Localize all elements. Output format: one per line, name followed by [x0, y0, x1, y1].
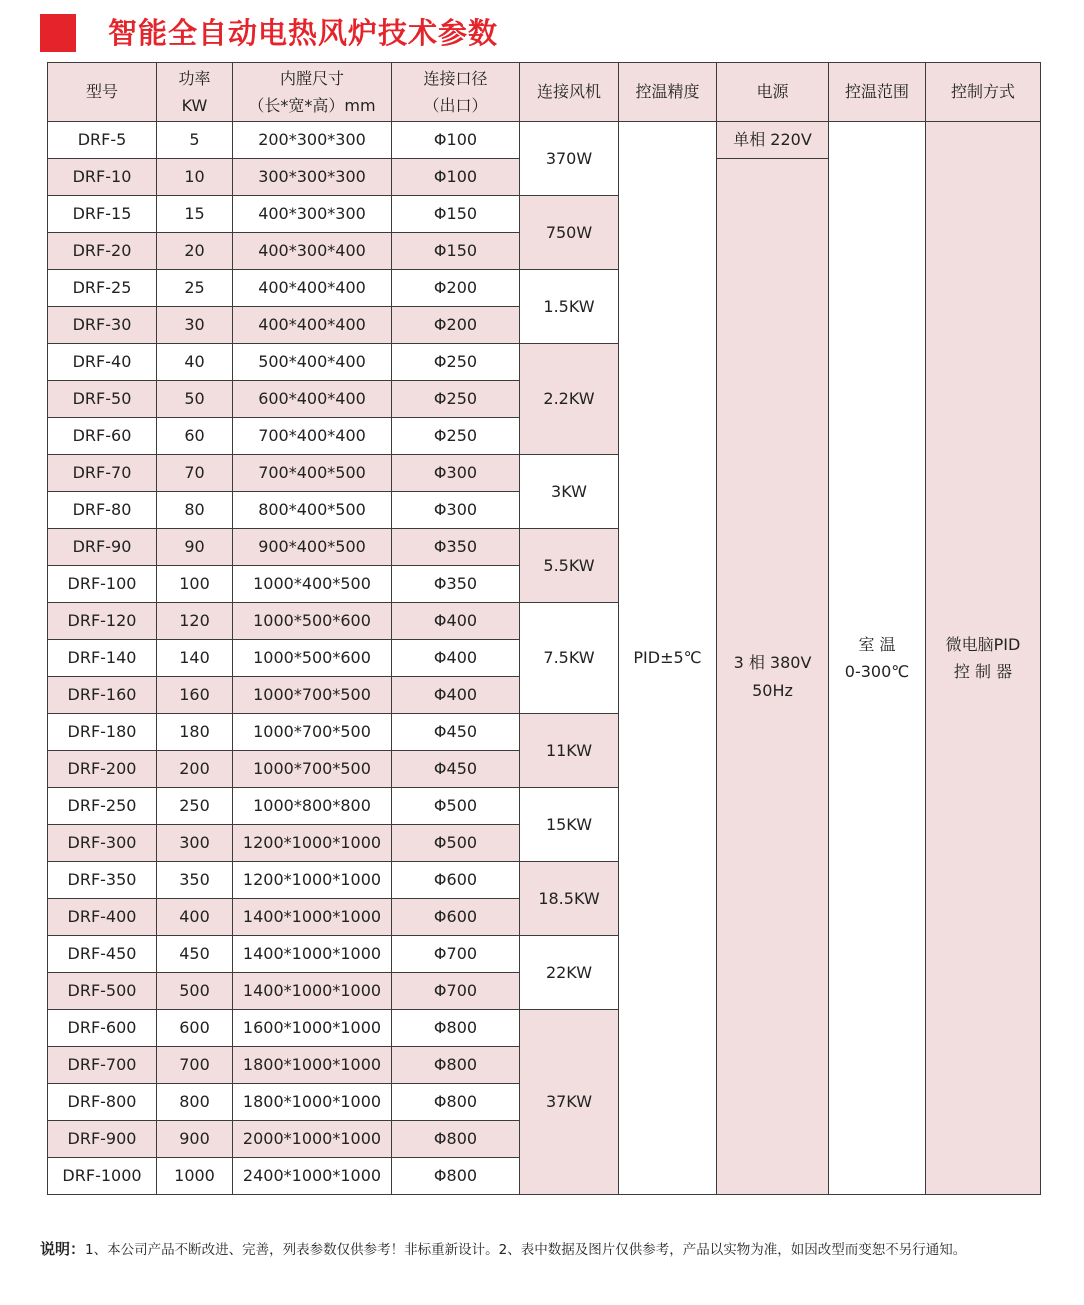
- port-diameter-cell: Φ700: [392, 936, 520, 973]
- chamber-size-cell: 1600*1000*1000: [233, 1010, 392, 1047]
- port-diameter-cell: Φ800: [392, 1084, 520, 1121]
- model-cell: DRF-350: [48, 862, 157, 899]
- port-diameter-cell: Φ800: [392, 1121, 520, 1158]
- chamber-size-cell: 400*400*400: [233, 307, 392, 344]
- power-cell: 700: [157, 1047, 233, 1084]
- port-diameter-cell: Φ250: [392, 381, 520, 418]
- chamber-size-cell: 1000*700*500: [233, 751, 392, 788]
- model-cell: DRF-10: [48, 159, 157, 196]
- power-cell: 140: [157, 640, 233, 677]
- footnote: [40, 1234, 1050, 1265]
- fan-group-cell: 370W: [520, 122, 619, 196]
- power-cell: 450: [157, 936, 233, 973]
- chamber-size-cell: 900*400*500: [233, 529, 392, 566]
- fan-group-cell: 15KW: [520, 788, 619, 862]
- chamber-size-cell: 400*400*400: [233, 270, 392, 307]
- chamber-size-cell: 200*300*300: [233, 122, 392, 159]
- fan-group-cell: 37KW: [520, 1010, 619, 1195]
- port-diameter-cell: Φ350: [392, 529, 520, 566]
- model-cell: DRF-40: [48, 344, 157, 381]
- port-diameter-cell: Φ800: [392, 1010, 520, 1047]
- port-diameter-cell: Φ250: [392, 344, 520, 381]
- power-cell: 350: [157, 862, 233, 899]
- port-diameter-cell: Φ600: [392, 899, 520, 936]
- power-cell: 300: [157, 825, 233, 862]
- port-diameter-cell: Φ400: [392, 603, 520, 640]
- model-cell: DRF-450: [48, 936, 157, 973]
- power-cell: 160: [157, 677, 233, 714]
- model-cell: DRF-600: [48, 1010, 157, 1047]
- header-range: 控温范围: [829, 63, 926, 122]
- chamber-size-cell: 800*400*500: [233, 492, 392, 529]
- chamber-size-cell: 2000*1000*1000: [233, 1121, 392, 1158]
- port-diameter-cell: Φ400: [392, 677, 520, 714]
- model-cell: DRF-80: [48, 492, 157, 529]
- model-cell: DRF-140: [48, 640, 157, 677]
- chamber-size-cell: 1800*1000*1000: [233, 1047, 392, 1084]
- header-size: 内膛尺寸 （长*宽*高）mm: [233, 63, 392, 122]
- port-diameter-cell: Φ800: [392, 1047, 520, 1084]
- port-diameter-cell: Φ350: [392, 566, 520, 603]
- chamber-size-cell: 400*300*400: [233, 233, 392, 270]
- model-cell: DRF-25: [48, 270, 157, 307]
- chamber-size-cell: 1400*1000*1000: [233, 973, 392, 1010]
- chamber-size-cell: 1200*1000*1000: [233, 825, 392, 862]
- temperature-range-cell: 室 温 0-300℃: [829, 122, 926, 1195]
- header-power: 功率 KW: [157, 63, 233, 122]
- port-diameter-cell: Φ250: [392, 418, 520, 455]
- model-cell: DRF-50: [48, 381, 157, 418]
- chamber-size-cell: 400*300*300: [233, 196, 392, 233]
- port-diameter-cell: Φ600: [392, 862, 520, 899]
- header-precision: 控温精度: [619, 63, 717, 122]
- power-cell: 25: [157, 270, 233, 307]
- model-cell: DRF-700: [48, 1047, 157, 1084]
- port-diameter-cell: Φ500: [392, 825, 520, 862]
- chamber-size-cell: 700*400*500: [233, 455, 392, 492]
- power-cell: 80: [157, 492, 233, 529]
- header-fan: 连接风机: [520, 63, 619, 122]
- port-diameter-cell: Φ150: [392, 196, 520, 233]
- power-cell: 500: [157, 973, 233, 1010]
- power-cell: 180: [157, 714, 233, 751]
- chamber-size-cell: 1000*700*500: [233, 677, 392, 714]
- power-cell: 400: [157, 899, 233, 936]
- model-cell: DRF-30: [48, 307, 157, 344]
- model-cell: DRF-500: [48, 973, 157, 1010]
- chamber-size-cell: 1800*1000*1000: [233, 1084, 392, 1121]
- port-diameter-cell: Φ300: [392, 455, 520, 492]
- power-cell: 5: [157, 122, 233, 159]
- page-title: 智能全自动电热风炉技术参数: [108, 16, 499, 50]
- power-cell: 40: [157, 344, 233, 381]
- power-cell: 10: [157, 159, 233, 196]
- chamber-size-cell: 1000*500*600: [233, 640, 392, 677]
- chamber-size-cell: 700*400*400: [233, 418, 392, 455]
- chamber-size-cell: 1000*800*800: [233, 788, 392, 825]
- table-row: [48, 122, 1041, 159]
- footnote-label: 说明：: [40, 1240, 86, 1258]
- port-diameter-cell: Φ500: [392, 788, 520, 825]
- port-diameter-cell: Φ100: [392, 122, 520, 159]
- fan-group-cell: 750W: [520, 196, 619, 270]
- model-cell: DRF-1000: [48, 1158, 157, 1195]
- power-cell: 60: [157, 418, 233, 455]
- port-diameter-cell: Φ200: [392, 270, 520, 307]
- model-cell: DRF-200: [48, 751, 157, 788]
- power-cell: 600: [157, 1010, 233, 1047]
- chamber-size-cell: 2400*1000*1000: [233, 1158, 392, 1195]
- header-row: [48, 63, 1041, 122]
- power-cell: 1000: [157, 1158, 233, 1195]
- header-port: 连接口径 （出口）: [392, 63, 520, 122]
- port-diameter-cell: Φ450: [392, 751, 520, 788]
- power-cell: 50: [157, 381, 233, 418]
- port-diameter-cell: Φ800: [392, 1158, 520, 1195]
- port-diameter-cell: Φ150: [392, 233, 520, 270]
- chamber-size-cell: 1400*1000*1000: [233, 899, 392, 936]
- power-cell: 90: [157, 529, 233, 566]
- port-diameter-cell: Φ300: [392, 492, 520, 529]
- model-cell: DRF-20: [48, 233, 157, 270]
- header-control: 控制方式: [926, 63, 1041, 122]
- model-cell: DRF-250: [48, 788, 157, 825]
- supply-three-phase-cell: 3 相 380V 50Hz: [717, 159, 829, 1195]
- port-diameter-cell: Φ400: [392, 640, 520, 677]
- chamber-size-cell: 1400*1000*1000: [233, 936, 392, 973]
- power-cell: 15: [157, 196, 233, 233]
- port-diameter-cell: Φ700: [392, 973, 520, 1010]
- model-cell: DRF-900: [48, 1121, 157, 1158]
- model-cell: DRF-180: [48, 714, 157, 751]
- power-cell: 20: [157, 233, 233, 270]
- model-cell: DRF-160: [48, 677, 157, 714]
- model-cell: DRF-5: [48, 122, 157, 159]
- chamber-size-cell: 1200*1000*1000: [233, 862, 392, 899]
- power-cell: 100: [157, 566, 233, 603]
- chamber-size-cell: 600*400*400: [233, 381, 392, 418]
- model-cell: DRF-15: [48, 196, 157, 233]
- power-cell: 900: [157, 1121, 233, 1158]
- power-cell: 70: [157, 455, 233, 492]
- chamber-size-cell: 1000*500*600: [233, 603, 392, 640]
- model-cell: DRF-300: [48, 825, 157, 862]
- model-cell: DRF-70: [48, 455, 157, 492]
- title-accent-block: [40, 14, 76, 52]
- spec-table: [47, 62, 1041, 1195]
- header-model: 型号: [48, 63, 157, 122]
- fan-group-cell: 2.2KW: [520, 344, 619, 455]
- model-cell: DRF-60: [48, 418, 157, 455]
- chamber-size-cell: 300*300*300: [233, 159, 392, 196]
- port-diameter-cell: Φ450: [392, 714, 520, 751]
- power-cell: 120: [157, 603, 233, 640]
- fan-group-cell: 18.5KW: [520, 862, 619, 936]
- control-method-cell: 微电脑PID 控 制 器: [926, 122, 1041, 1195]
- model-cell: DRF-90: [48, 529, 157, 566]
- fan-group-cell: 3KW: [520, 455, 619, 529]
- port-diameter-cell: Φ200: [392, 307, 520, 344]
- chamber-size-cell: 500*400*400: [233, 344, 392, 381]
- fan-group-cell: 22KW: [520, 936, 619, 1010]
- port-diameter-cell: Φ100: [392, 159, 520, 196]
- footnote-text: 1、本公司产品不断改进、完善，列表参数仅供参考！非标重新设计。2、表中数据及图片仅供参考，产品以实物为准，如因改型而变恕不另行通知。: [85, 1242, 967, 1258]
- fan-group-cell: 1.5KW: [520, 270, 619, 344]
- fan-group-cell: 7.5KW: [520, 603, 619, 714]
- model-cell: DRF-800: [48, 1084, 157, 1121]
- fan-group-cell: 5.5KW: [520, 529, 619, 603]
- power-cell: 800: [157, 1084, 233, 1121]
- header-supply: 电源: [717, 63, 829, 122]
- chamber-size-cell: 1000*700*500: [233, 714, 392, 751]
- chamber-size-cell: 1000*400*500: [233, 566, 392, 603]
- power-cell: 200: [157, 751, 233, 788]
- model-cell: DRF-100: [48, 566, 157, 603]
- precision-cell: PID±5℃: [619, 122, 717, 1195]
- power-cell: 30: [157, 307, 233, 344]
- fan-group-cell: 11KW: [520, 714, 619, 788]
- model-cell: DRF-400: [48, 899, 157, 936]
- supply-single-phase-cell: 单相 220V: [717, 122, 829, 159]
- power-cell: 250: [157, 788, 233, 825]
- model-cell: DRF-120: [48, 603, 157, 640]
